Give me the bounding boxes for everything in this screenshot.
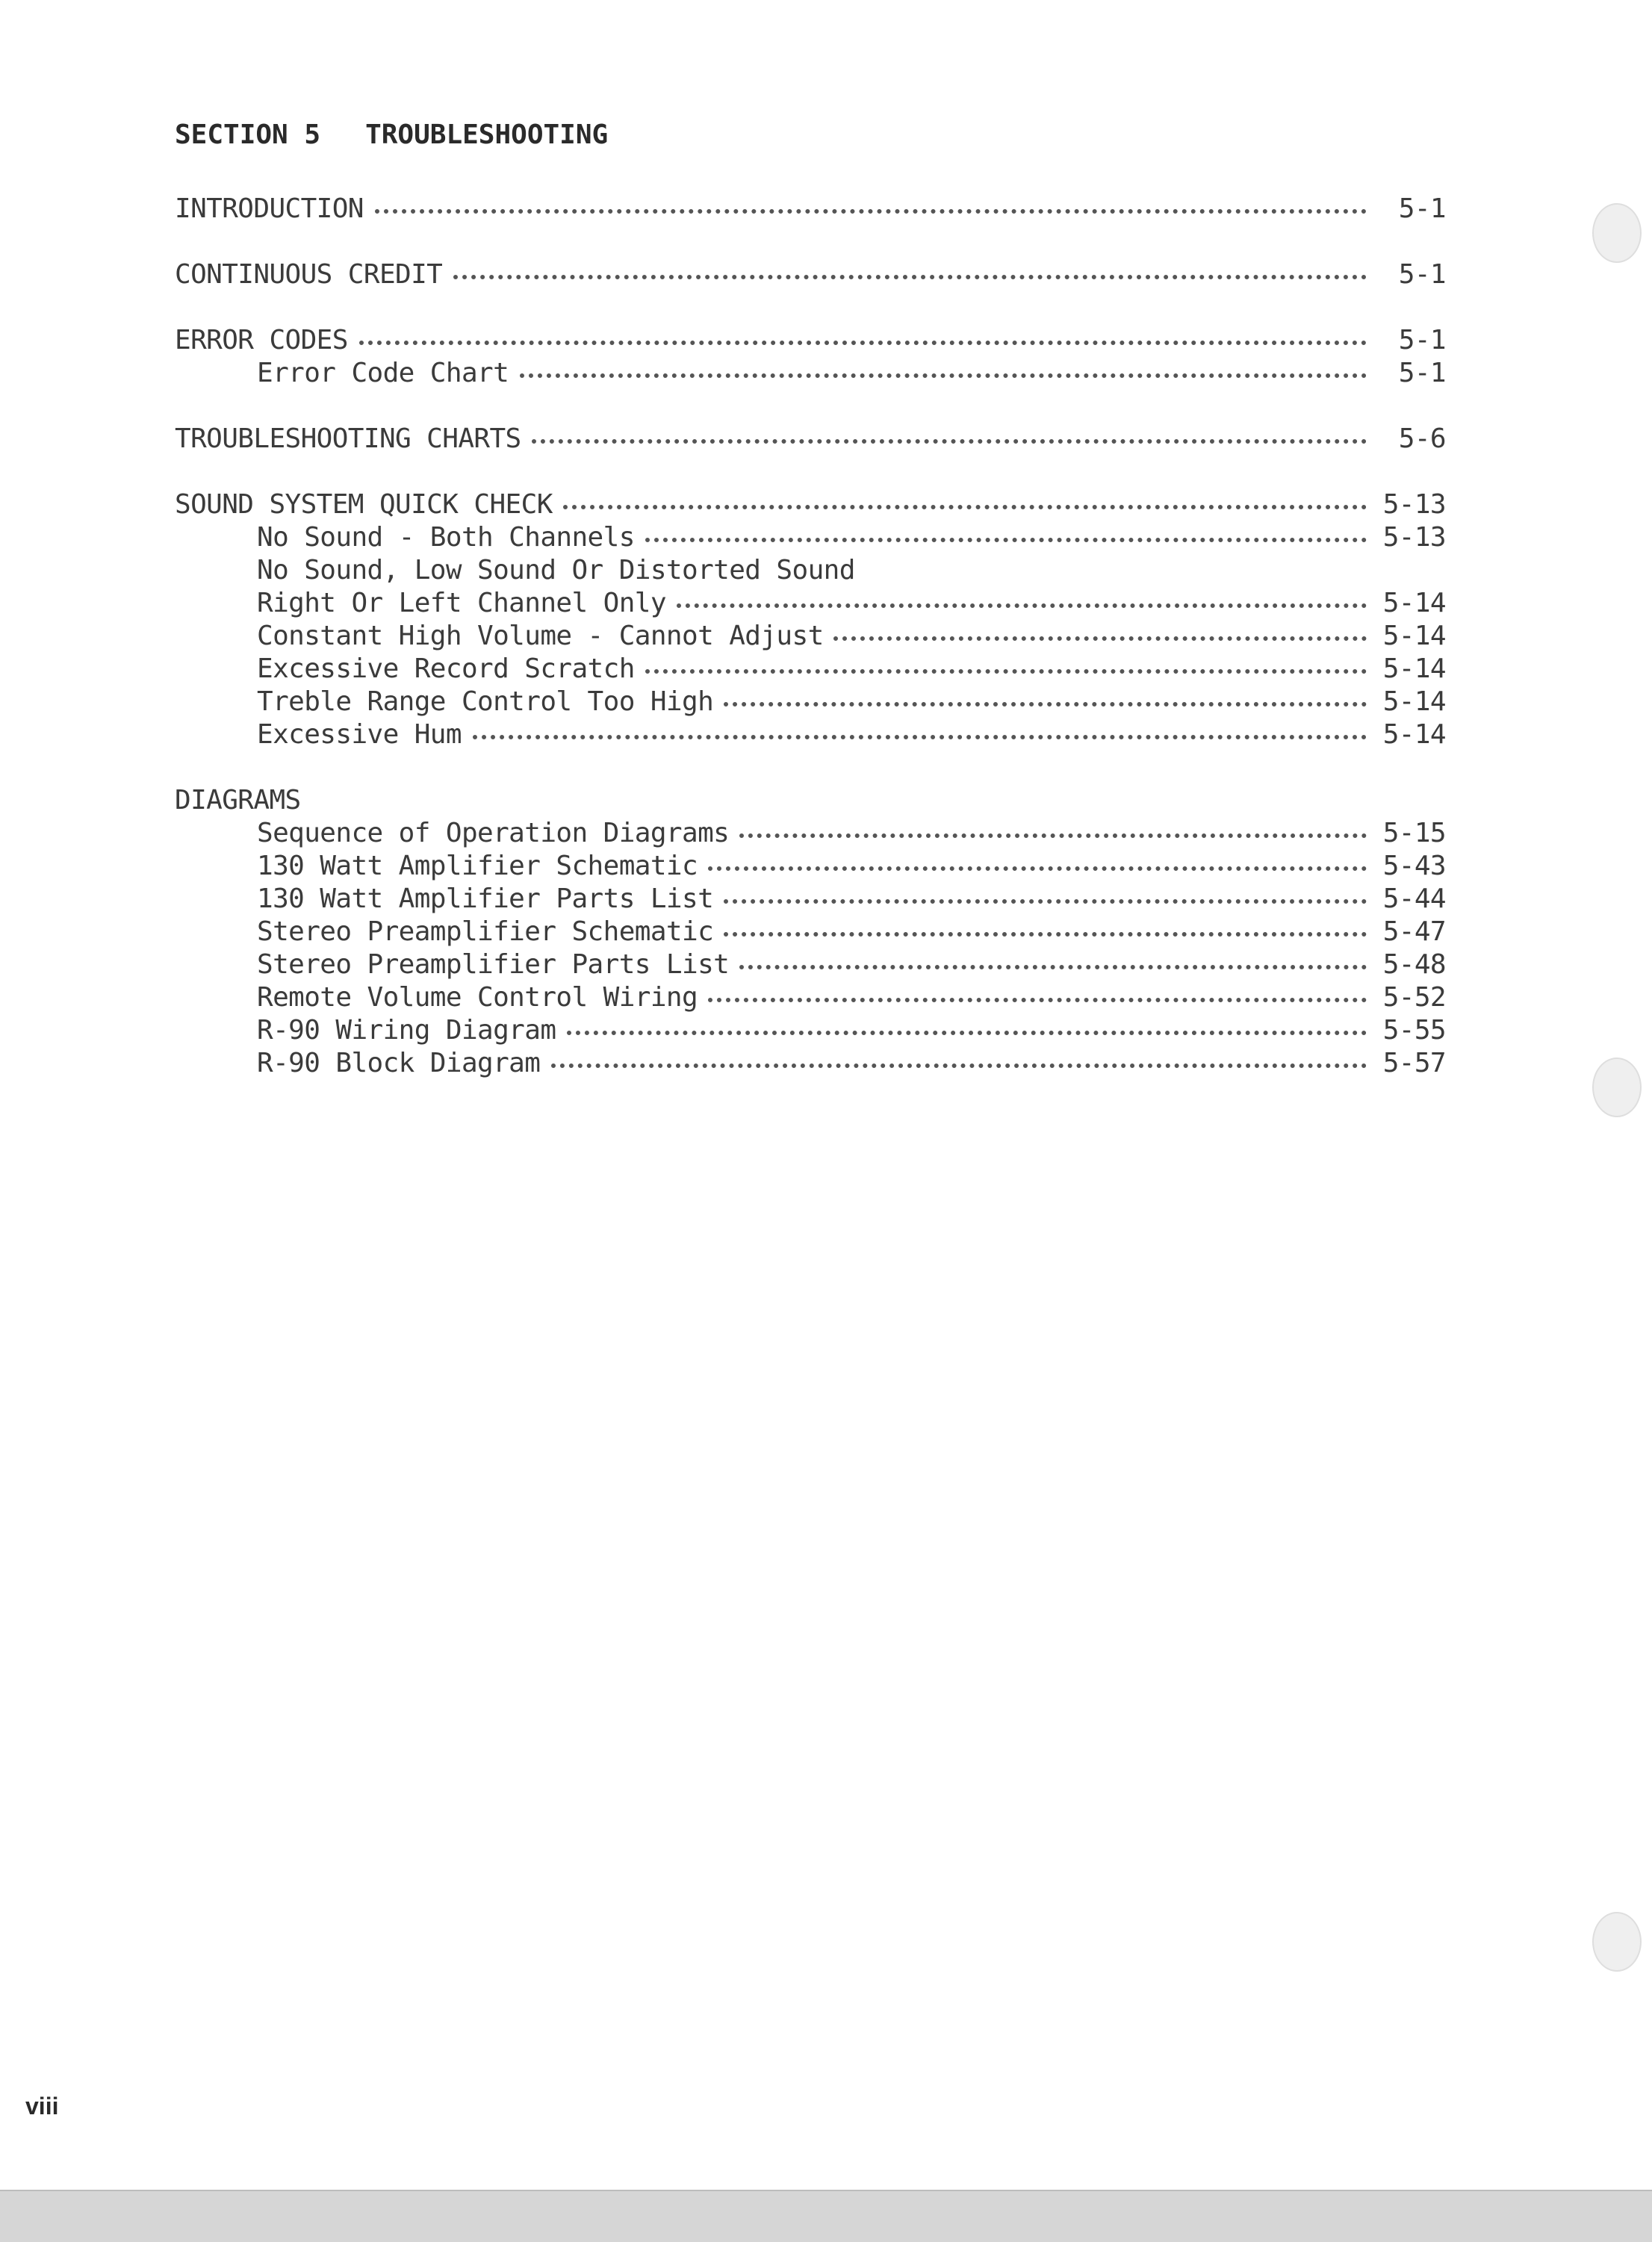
toc-leader-dots (739, 948, 1367, 969)
toc-entry-page: 5-1 (1398, 259, 1446, 290)
toc-entry-title: Error Code Chart (257, 358, 509, 388)
toc-entry (0, 1047, 1652, 1080)
toc-entry (0, 916, 1652, 948)
toc-entry (0, 981, 1652, 1014)
toc-leader-dots (520, 357, 1367, 378)
toc-leader-dots (473, 718, 1367, 739)
toc-entry (0, 718, 1652, 751)
toc-entry (0, 554, 1652, 587)
section-title: TROUBLESHOOTING (365, 119, 609, 150)
toc-entry-title: 130 Watt Amplifier Schematic (257, 851, 698, 881)
punch-hole-top (1592, 203, 1642, 263)
section-label: SECTION 5 (175, 119, 321, 150)
toc-leader-dots (739, 817, 1367, 838)
toc-leader-dots (551, 1047, 1367, 1068)
toc-entry-page: 5-44 (1382, 884, 1446, 914)
toc-leader-dots (532, 423, 1367, 444)
toc-entry (0, 193, 1652, 226)
toc-entry-page: 5-14 (1382, 653, 1446, 684)
toc-entry (0, 817, 1652, 850)
toc-entry-title: 130 Watt Amplifier Parts List (257, 884, 714, 914)
toc-entry (0, 653, 1652, 686)
toc-entry-title: INTRODUCTION (175, 193, 364, 224)
toc-leader-dots (833, 620, 1367, 641)
toc-entry-title: R-90 Block Diagram (257, 1048, 541, 1078)
toc-entry (0, 686, 1652, 718)
toc-entry-title: Constant High Volume - Cannot Adjust (257, 621, 824, 651)
toc-entry (0, 258, 1652, 291)
toc-entry (0, 620, 1652, 653)
scan-bottom-edge (0, 2190, 1652, 2242)
toc-entry-title: Stereo Preamplifier Schematic (257, 916, 714, 947)
toc-entry-title: ERROR CODES (175, 325, 348, 355)
toc-entry-page: 5-14 (1382, 588, 1446, 618)
toc-entry-title: Stereo Preamplifier Parts List (257, 949, 730, 980)
punch-hole-middle (1592, 1058, 1642, 1117)
toc-entry (0, 423, 1652, 456)
toc-entry (0, 784, 1652, 817)
toc-entry (0, 1014, 1652, 1047)
toc-leader-dots (359, 324, 1367, 345)
toc-leader-dots (724, 686, 1367, 707)
toc-entry-page: 5-14 (1382, 719, 1446, 750)
toc-entry-title: Treble Range Control Too High (257, 686, 714, 717)
toc-leader-dots (375, 193, 1367, 214)
toc-entry-page: 5-48 (1382, 949, 1446, 980)
toc-entry-page: 5-15 (1382, 818, 1446, 848)
toc-leader-dots (453, 258, 1367, 279)
toc-entry-page: 5-1 (1398, 358, 1446, 388)
toc-leader-dots (645, 521, 1367, 542)
toc-entry (0, 488, 1652, 521)
toc-entry-title: No Sound, Low Sound Or Distorted Sound (257, 555, 855, 586)
section-heading (175, 119, 608, 150)
punch-hole-bottom (1592, 1912, 1642, 1972)
toc-entry-title: TROUBLESHOOTING CHARTS (175, 423, 521, 454)
toc-leader-dots (724, 916, 1367, 937)
toc-leader-dots (724, 883, 1367, 904)
toc-entry-page: 5-57 (1382, 1048, 1446, 1078)
toc-entry-title: DIAGRAMS (175, 785, 301, 816)
toc-entry (0, 587, 1652, 620)
toc-entry-title: Excessive Record Scratch (257, 653, 635, 684)
page-number: viii (25, 2093, 59, 2120)
toc-entry-page: 5-43 (1382, 851, 1446, 881)
toc-entry-page: 5-1 (1398, 325, 1446, 355)
toc-leader-dots (645, 653, 1367, 674)
toc-entry-page: 5-13 (1382, 522, 1446, 553)
toc-entry-title: No Sound - Both Channels (257, 522, 635, 553)
toc-entry-page: 5-52 (1382, 982, 1446, 1013)
toc-entry-page: 5-47 (1382, 916, 1446, 947)
toc-entry-title: R-90 Wiring Diagram (257, 1015, 556, 1046)
toc-entry (0, 883, 1652, 916)
toc-entry-page: 5-1 (1398, 193, 1446, 224)
toc-entry-page: 5-13 (1382, 489, 1446, 520)
toc-entry-title: SOUND SYSTEM QUICK CHECK (175, 489, 553, 520)
toc-entry-title: Remote Volume Control Wiring (257, 982, 698, 1013)
toc-entry-page: 5-14 (1382, 621, 1446, 651)
toc-entry (0, 357, 1652, 390)
toc-entry-page: 5-55 (1382, 1015, 1446, 1046)
toc-entry (0, 850, 1652, 883)
toc-leader-dots (567, 1014, 1367, 1035)
toc-entry-title: CONTINUOUS CREDIT (175, 259, 443, 290)
toc-entry (0, 521, 1652, 554)
toc-entry (0, 324, 1652, 357)
toc-leader-dots (563, 488, 1367, 509)
toc-entry-title: Excessive Hum (257, 719, 462, 750)
toc-leader-dots (708, 981, 1367, 1002)
toc-entry-page: 5-14 (1382, 686, 1446, 717)
toc-entry-title: Sequence of Operation Diagrams (257, 818, 730, 848)
toc-entry (0, 948, 1652, 981)
toc-entry-page: 5-6 (1398, 423, 1446, 454)
toc-leader-dots (677, 587, 1367, 608)
toc-entry-title: Right Or Left Channel Only (257, 588, 666, 618)
toc-leader-dots (708, 850, 1367, 871)
